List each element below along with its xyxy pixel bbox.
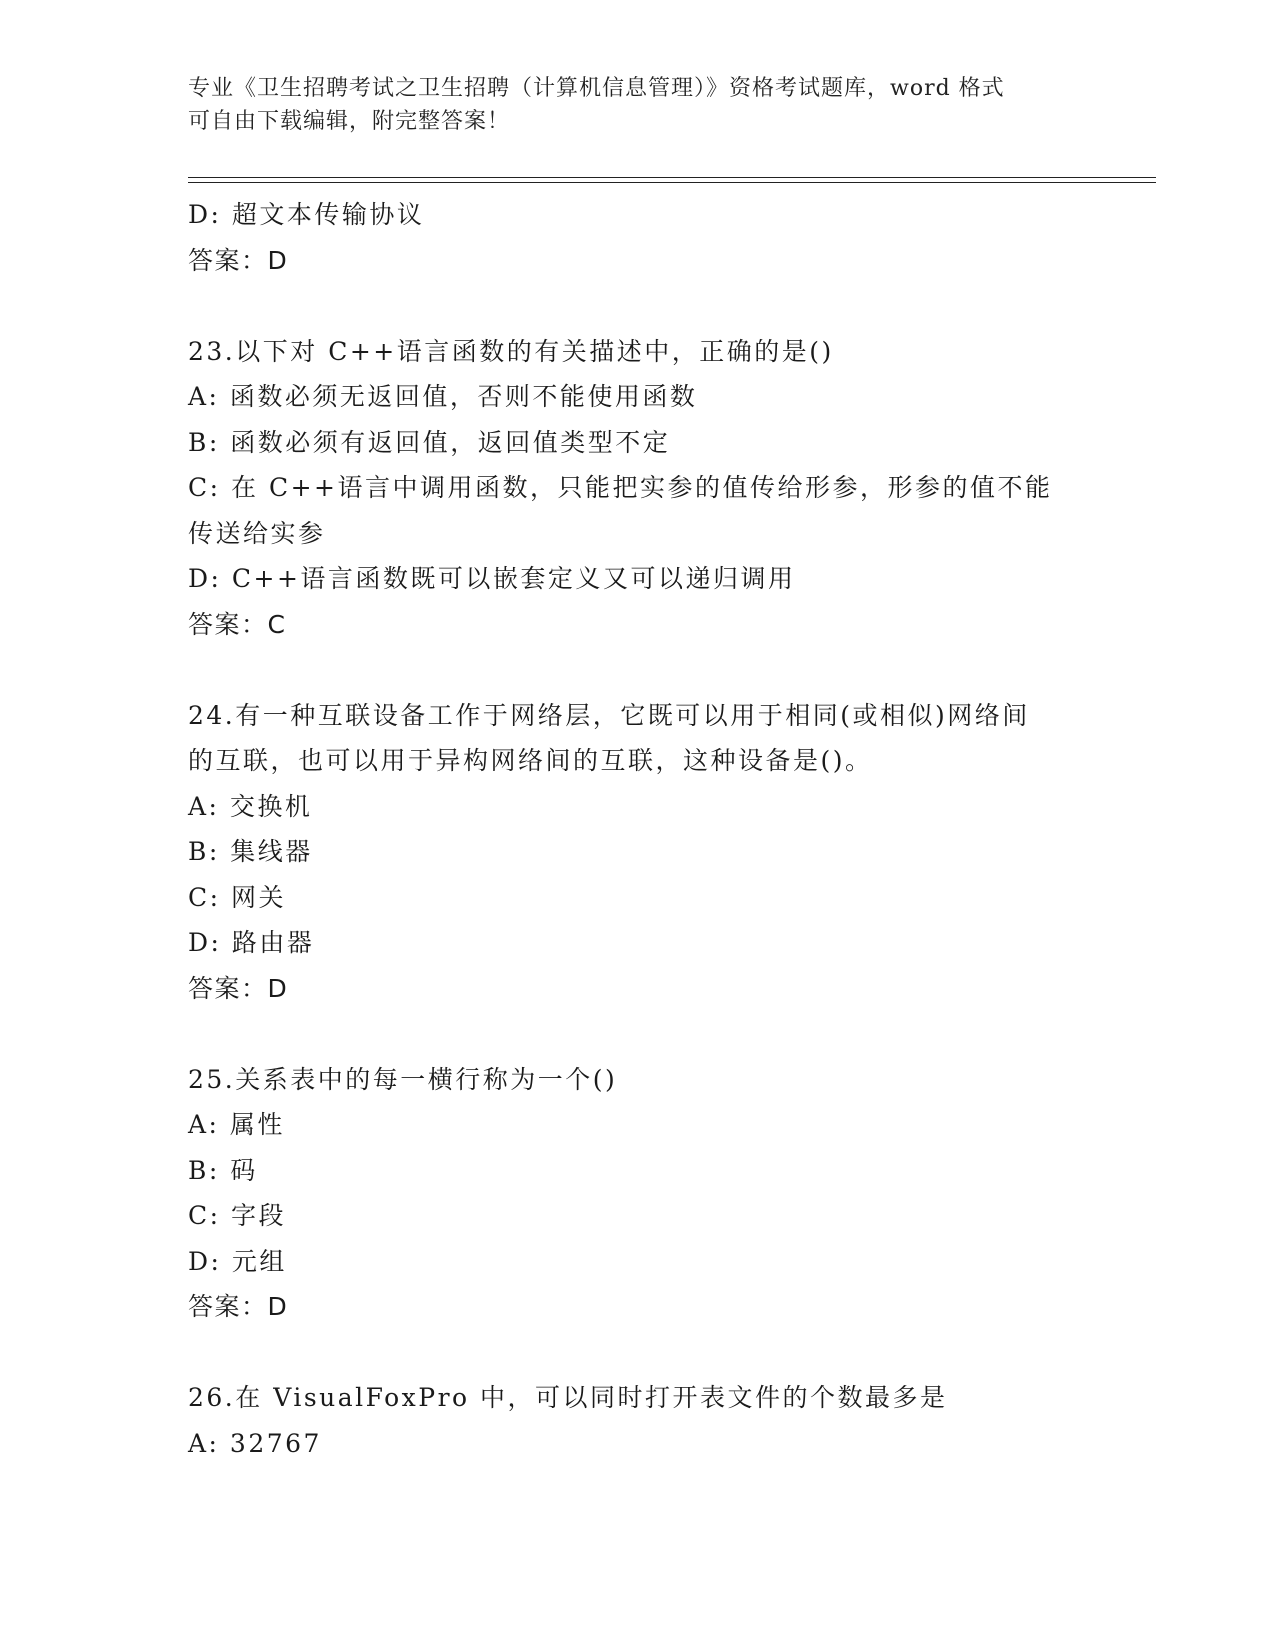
option-c: C: 字段 [188, 1201, 286, 1230]
option-d: D: C++语言函数既可以嵌套定义又可以递归调用 [188, 564, 796, 593]
option-a: A: 交换机 [188, 791, 313, 821]
option-d: D: 超文本传输协议 [188, 200, 425, 229]
question-25 [188, 1057, 1088, 1330]
page-header [188, 72, 1088, 138]
option-d: D: 元组 [188, 1246, 287, 1276]
question-23 [188, 329, 1088, 648]
option-b: B: 集线器 [188, 837, 313, 866]
answer: 答案：D [188, 973, 289, 1003]
option-b: B: 函数必须有返回值，返回值类型不定 [188, 427, 671, 457]
question-22-continuation [188, 192, 1088, 283]
header-divider-bottom [188, 182, 1156, 183]
question-text: 23.以下对 C++语言函数的有关描述中，正确的是() [188, 336, 834, 366]
option-a: A: 32767 [188, 1428, 322, 1458]
option-a: A: 属性 [188, 1110, 285, 1139]
question-text: 25.关系表中的每一横行称为一个() [188, 1064, 618, 1094]
header-divider-top [188, 177, 1156, 178]
option-c-line-1: C: 在 C++语言中调用函数，只能把实参的值传给形参，形参的值不能 [188, 473, 1053, 502]
option-d: D: 路由器 [188, 928, 315, 957]
question-26 [188, 1375, 1088, 1466]
header-line-1: 专业《卫生招聘考试之卫生招聘（计算机信息管理）》资格考试题库，word 格式 [188, 76, 1005, 101]
option-a: A: 函数必须无返回值，否则不能使用函数 [188, 382, 698, 411]
option-c-line-2: 传送给实参 [188, 518, 326, 548]
option-b: B: 码 [188, 1155, 258, 1185]
option-c: C: 网关 [188, 882, 286, 912]
question-text-line-2: 的互联，也可以用于异构网络间的互联，这种设备是()。 [188, 746, 873, 775]
question-list [188, 192, 1088, 1466]
answer: 答案：D [188, 1292, 289, 1321]
question-text: 26.在 VisualFoxPro 中，可以同时打开表文件的个数最多是 [188, 1383, 948, 1412]
question-text-line-1: 24.有一种互联设备工作于网络层，它既可以用于相同(或相似)网络间 [188, 700, 1030, 730]
answer: 答案：D [188, 245, 289, 275]
header-line-2: 可自由下载编辑，附完整答案！ [188, 109, 511, 134]
answer: 答案：C [188, 609, 287, 639]
question-24 [188, 693, 1088, 1012]
